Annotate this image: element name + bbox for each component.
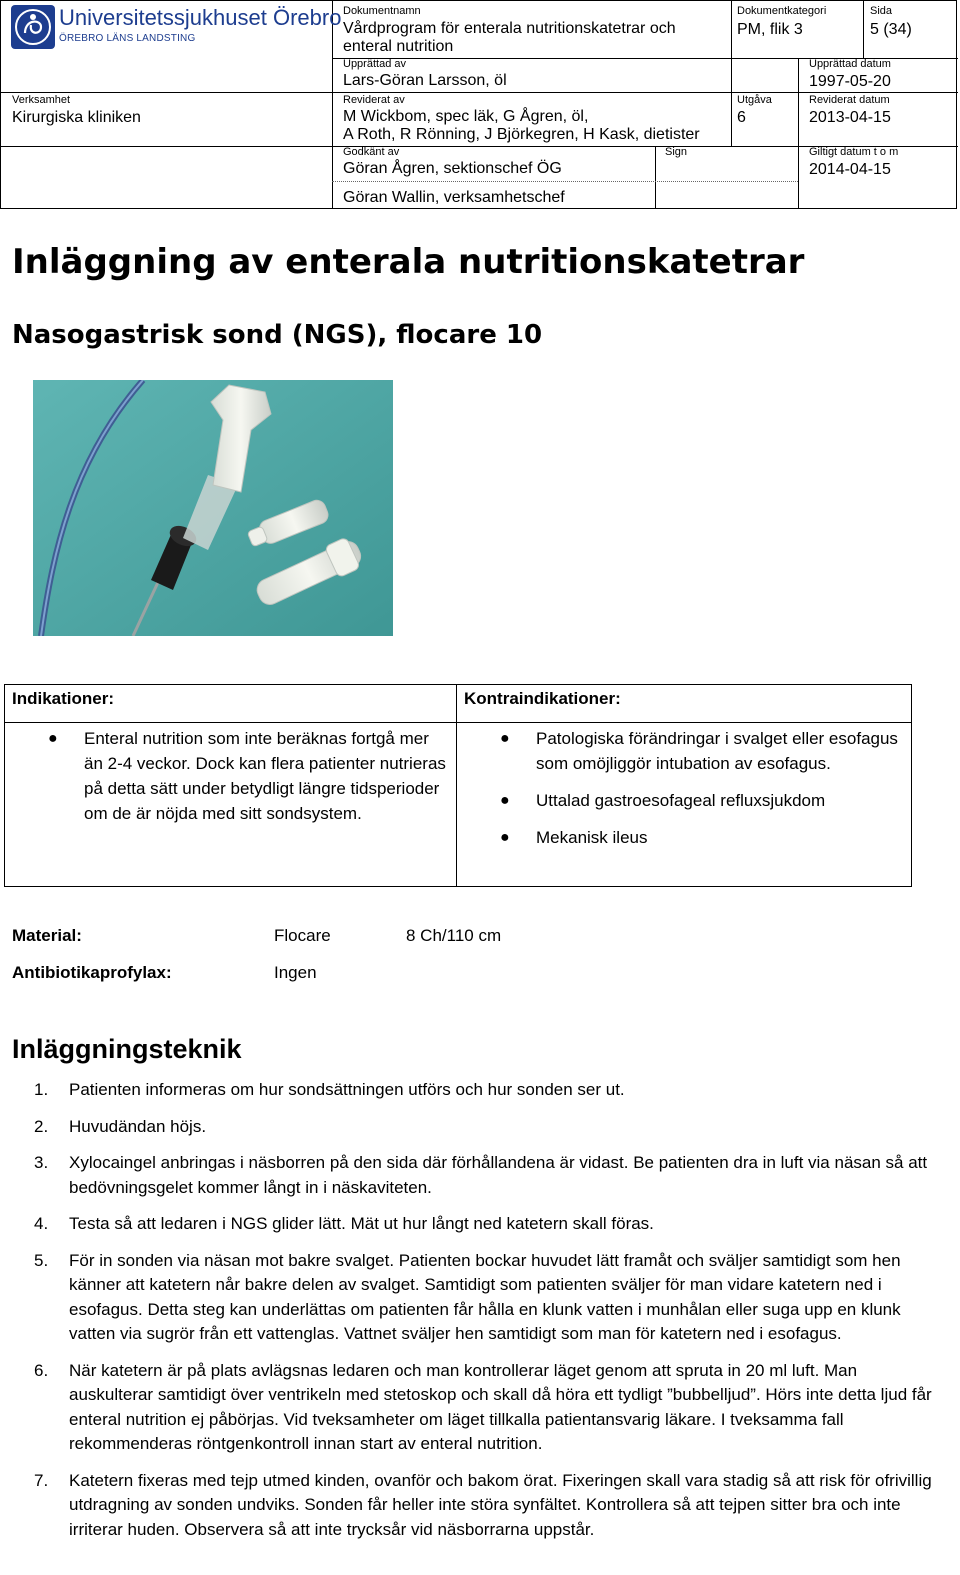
- page-title: Inläggning av enterala nutritionskatetrar: [12, 242, 805, 282]
- antibiotika-value: Ingen: [274, 963, 317, 982]
- verksamhet-value: Kirurgiska kliniken: [12, 109, 141, 126]
- reviderat-av-line2: A Roth, R Rönning, J Björkegren, H Kask, dietister: [343, 126, 700, 143]
- godkant-av-label: Godkänt av: [343, 146, 400, 158]
- bullet-icon: ●: [500, 730, 510, 747]
- godkant-av-2: Göran Wallin, verksamhetschef: [343, 189, 565, 206]
- indications-header: Indikationer:: [12, 689, 115, 708]
- material-size: 8 Ch/110 cm: [406, 926, 502, 945]
- contraindications-header: Kontraindikationer:: [464, 689, 621, 708]
- giltigt-label: Giltigt datum t o m: [809, 146, 899, 158]
- upprattad-datum-value: 1997-05-20: [809, 73, 891, 90]
- upprattad-av-label: Upprättad av: [343, 58, 406, 70]
- verksamhet-label: Verksamhet: [12, 94, 71, 106]
- antibiotika-label: Antibiotikaprofylax:: [12, 963, 172, 982]
- list-item: 6. När katetern är på plats avlägsnas ledaren och man kontrollerar läget genom att spruta in 20 ml luft. Man auskulterar samtidigt över ventrikeln med stetoskop och skall då höra ett tydligt ”bubbelljud”. Hörs inte detta ljud får enteral nutrition ej påbörjas. Vid tveksamheter om läget tillkalla patientansvarig läkare. I tveksamma fall rekommenderas röntgenkontroll innan start av enteral nutrition.: [34, 1360, 932, 1453]
- dokumentnamn-line1: Vårdprogram för enterala nutritionskatetrar och: [343, 20, 676, 37]
- list-item: 2. Huvudändan höjs.: [34, 1116, 207, 1136]
- contraindications-list: [500, 726, 906, 850]
- material-label: Material:: [12, 926, 82, 945]
- org-name: Universitetssjukhuset Örebro: [59, 5, 342, 30]
- hospital-logo-icon: [11, 5, 55, 49]
- dokumentnamn-line2: enteral nutrition: [343, 38, 454, 55]
- sida-label: Sida: [870, 5, 893, 17]
- dokumentkategori-value: PM, flik 3: [737, 21, 803, 38]
- catheter-photo: [33, 380, 393, 636]
- bullet-icon: ●: [500, 792, 510, 809]
- document-header: [0, 0, 957, 209]
- list-item: ● Uttalad gastroesofageal refluxsjukdom: [536, 788, 906, 813]
- list-item: ● Enteral nutrition som inte beräknas fortgå mer än 2-4 veckor. Dock kan flera patienter nutrieras på detta sätt under betydligt längre tidsperioder om de är nöjda med sitt sondsystem.: [84, 726, 449, 826]
- sida-value: 5 (34): [870, 21, 912, 38]
- list-item: ● Patologiska förändringar i svalget eller esofagus som omöjliggör intubation av esofagus.: [536, 726, 906, 776]
- list-item: 4. Testa så att ledaren i NGS glider lätt. Mät ut hur långt ned katetern skall föras.: [34, 1214, 654, 1233]
- reviderat-av-label: Reviderat av: [343, 94, 405, 106]
- indications-table: [4, 684, 912, 887]
- sign-label: Sign: [665, 146, 688, 158]
- page-subtitle: Nasogastrisk sond (NGS), flocare 10: [12, 320, 543, 350]
- bullet-icon: ●: [500, 829, 510, 846]
- dokumentnamn-label: Dokumentnamn: [343, 5, 421, 17]
- list-item: 1. Patienten informeras om hur sondsättningen utförs och hur sonden ser ut.: [34, 1080, 625, 1099]
- dokumentkategori-label: Dokumentkategori: [737, 5, 827, 17]
- technique-heading: Inläggningsteknik: [12, 1034, 242, 1064]
- godkant-av-1: Göran Ågren, sektionschef ÖG: [343, 160, 562, 177]
- utgava-label: Utgåva: [737, 94, 772, 106]
- utgava-value: 6: [737, 109, 746, 126]
- upprattad-av-value: Lars-Göran Larsson, öl: [343, 72, 507, 89]
- bullet-icon: ●: [48, 730, 58, 747]
- list-item: ● Mekanisk ileus: [536, 825, 906, 850]
- list-item: 3. Xylocaingel anbringas i näsborren på den sida där förhållandena är vidast. Be patienten dra in luft via näsan så att bedövningsgelet kommer långt in i näskaviteten.: [34, 1153, 928, 1197]
- upprattad-datum-label: Upprättad datum: [809, 58, 891, 70]
- technique-steps: [0, 1078, 940, 1554]
- reviderat-datum-value: 2013-04-15: [809, 109, 891, 126]
- material-value: Flocare: [274, 926, 331, 945]
- reviderat-av-line1: M Wickbom, spec läk, G Ågren, öl,: [343, 108, 589, 125]
- list-item: 5. För in sonden via näsan mot bakre svalget. Patienten bockar huvudet lätt framåt och sväljer samtidigt som hen känner att katetern når bakre delen av svalget. Samtidigt som patienten sväljer för man vidare katetern ned i esofagus. Detta steg kan underlättas om patienten får hålla en klunk vatten i munhålan eller suga upp en klunk vatten via sugrör från ett vattenglas. Vattnet sväljer hen samtidigt som man för katetern ned i esofagus.: [34, 1250, 901, 1343]
- org-sub: ÖREBRO LÄNS LANDSTING: [59, 33, 196, 44]
- list-item: 7. Katetern fixeras med tejp utmed kinden, ovanför och bakom örat. Fixeringen skall vara stadig så att risk för ofrivillig utdragning av sonden undviks. Sonden får heller inte störa synfältet. Kontrollera så att tejpen sitter bra och inte irriterar huden. Observera så att inte trycksår vid näsborrarna uppstår.: [34, 1470, 932, 1539]
- indications-list: [48, 726, 449, 826]
- giltigt-value: 2014-04-15: [809, 161, 891, 178]
- reviderat-datum-label: Reviderat datum: [809, 94, 890, 106]
